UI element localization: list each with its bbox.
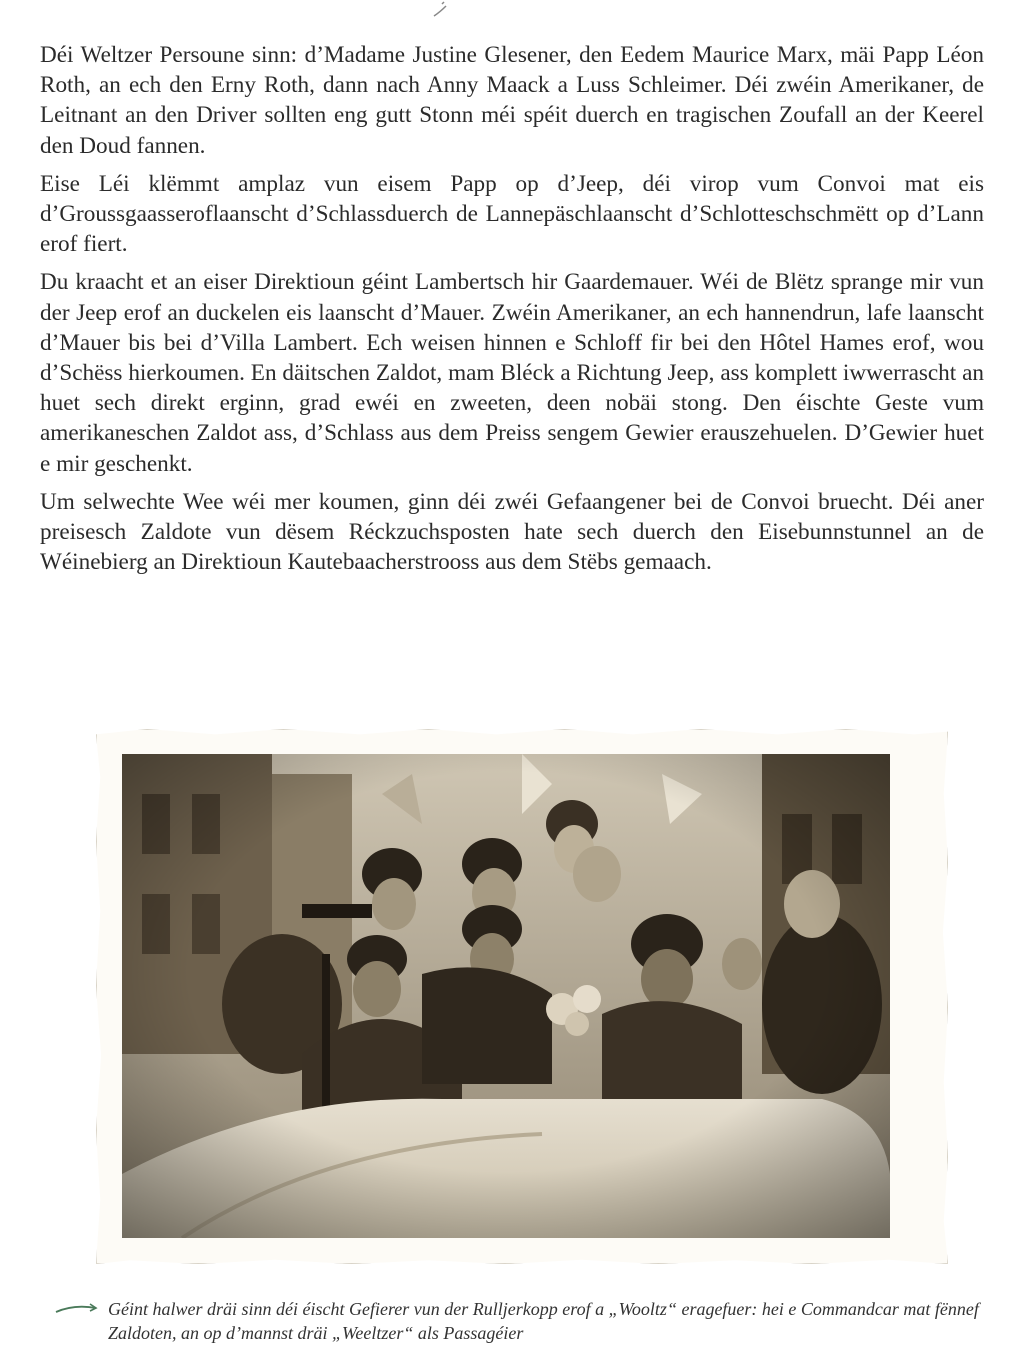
scan-mark-icon <box>428 0 452 20</box>
paragraph-1: Déi Weltzer Persoune sinn: d’Madame Justine Glesener, den Eedem Maurice Marx, mäi Papp Léon Roth, an ech den Erny Roth, dann nach Anny Maack a Luss Schleimer. Déi zwéin Amerikaner, de Leitnant an den Driver sollten eng gutt Stonn méi spéit duerch en tragischen Zoufall an der Keerel den Doud fannen. <box>40 42 984 159</box>
caption-arrow-icon <box>54 1300 100 1316</box>
photo-caption: Géint halwer dräi sinn déi éischt Gefierer vun der Rulljerkopp erof a „Wooltz“ eragefuer: hei e Commandcar mat fënnef Zaldoten, an op d’mannst dräi „Weeltzer“ als Passagéier <box>108 1299 979 1343</box>
article-body <box>40 40 984 585</box>
paragraph-2: Eise Léi klëmmt amplaz vun eisem Papp op d’Jeep, déi virop vum Convoi mat eis d’Groussgaasseroflaanscht d’Schlassduerch de Lannepäschlaanscht d’Schlotteschschmëtt op d’Lann erof fiert. <box>40 170 984 258</box>
paragraph-4: Um selwechte Wee wéi mer koumen, ginn déi zwéi Gefaangener bei de Convoi bruecht. Déi aner preisesch Zaldote vun dësem Réckzuchsposten hate sech duerch den Eisebunnstunnel an de Wéinebierg an Direktioun Kautebaacherstrooss aus dem Stëbs gemaach. <box>40 488 984 576</box>
paragraph-3: Du kraacht et an eiser Direktioun géint Lambertsch hir Gaardemauer. Wéi de Blëtz sprange mir vun der Jeep erof an duckelen eis laanscht d’Mauer. Zwéin Amerikaner, an ech hannendrun, lafe laanscht d’Mauer bis bei d’Villa Lambert. Ech weisen hinnen e Schloff fir bei den Hôtel Hames erof, wou d’Schëss hierkoumen. En däitschen Zaldot, mam Bléck a Richtung Jeep, ass komplett iwwerrascht an huet sech direkt erginn, grad ewéi en zweeten, deen nobäi stong. Den éischte Geste vum amerikaneschen Zaldot ass, d’Schlass aus dem Preiss sengem Gewier erauszehuelen. D’Gewier huet e mir geschenkt. <box>40 269 984 477</box>
photo-illustration <box>122 754 890 1238</box>
historic-photo <box>122 754 890 1238</box>
